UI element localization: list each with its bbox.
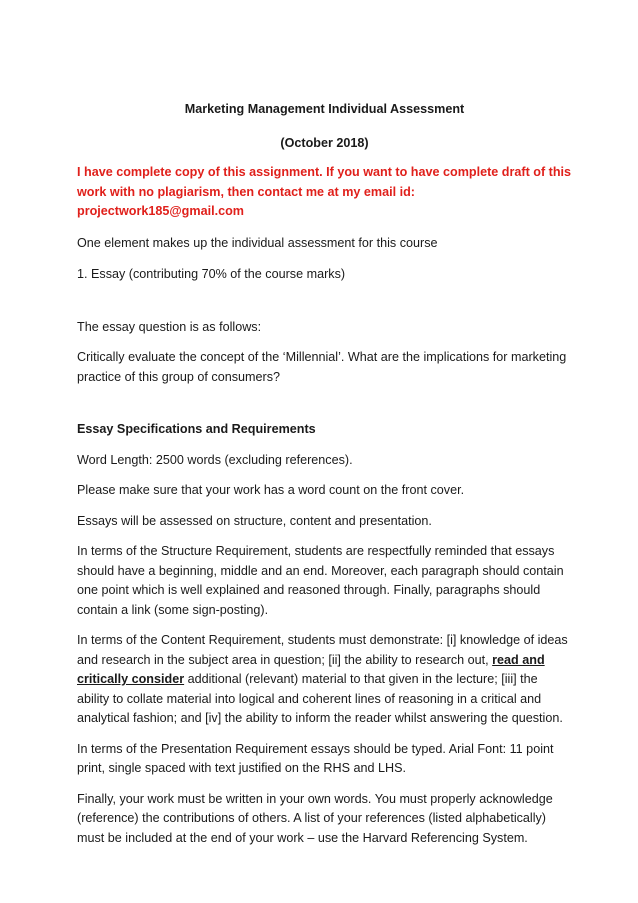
content-text-2: additional (relevant) material to that given in the lecture; [iii] the ability to collate material into logical and coherent lines of reasoning in a critical and analytical fashion; and [iv] the ability to inform the reader whilst answering the question. [77,672,563,725]
document-subtitle: (October 2018) [280,135,369,150]
content-text-1: In terms of the Content Requirement, students must demonstrate: [i] knowledge of ideas and research in the subject area in question; [ii] the ability to research out, [77,633,568,667]
question-intro: The essay question is as follows: [77,319,262,334]
document-title: Marketing Management Individual Assessment [184,102,465,116]
assessment-criteria: Essays will be assessed on structure, content and presentation. [77,513,432,528]
word-count-note: Please make sure that your work has a word count on the front cover. [77,483,465,497]
word-length: Word Length: 2500 words (excluding references). [77,452,353,467]
final-instructions: Finally, your work must be written in your own words. You must properly acknowledge (reference) the contributions of others. A list of your references (listed alphabetically) must be included at the end of your work – use the Harvard Referencing System. [77,791,553,845]
structure-requirement: In terms of the Structure Requirement, students are respectfully reminded that essays should have a beginning, middle and an end. Moreover, each paragraph should contain one point which is well explained and reasoned through. Finally, paragraphs should contain a link (some sign-posting). [77,544,564,617]
content-emphasis: read and critically consider [77,652,545,686]
spec-heading: Essay Specifications and Requirements [77,422,316,436]
essay-question: Critically evaluate the concept of the ‘Millennial’. What are the implications for marketing practice of this group of consumers? [77,350,567,384]
presentation-requirement: In terms of the Presentation Requirement essays should be typed. Arial Font: 11 point print, single spaced with text justified on the RHS and LHS. [77,741,554,775]
plagiarism-notice: I have complete copy of this assignment. If you want to have complete draft of this work with no plagiarism, then contact me at my email id: projectwork185@gmail.com [77,165,572,218]
intro-paragraph: One element makes up the individual assessment for this course [77,235,438,250]
content-requirement [77,631,572,729]
essay-item: 1. Essay (contributing 70% of the course marks) [77,267,346,281]
document-page [77,100,572,848]
